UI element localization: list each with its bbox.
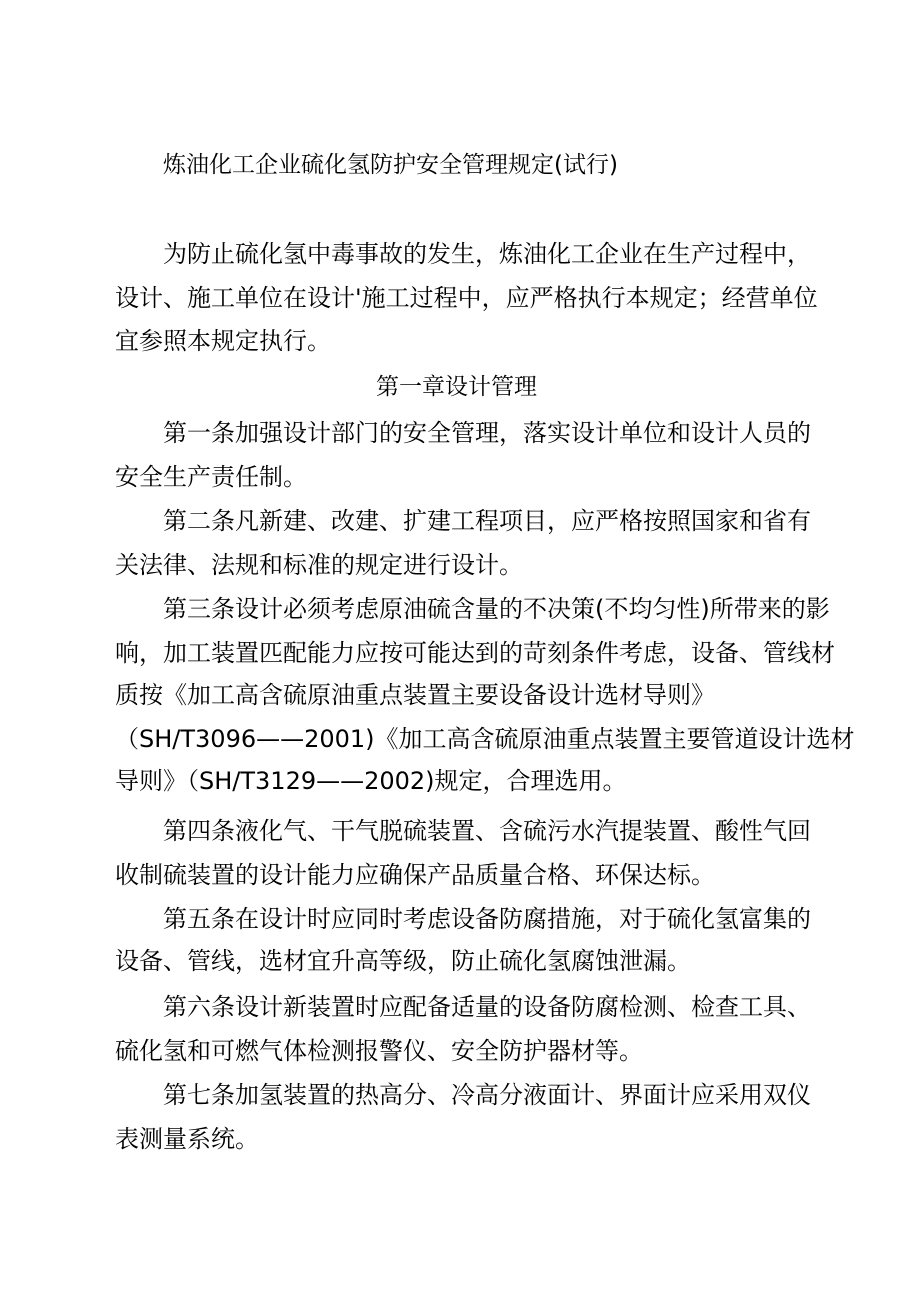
article-1-line-1: 第一条加强设计部门的安全管理，落实设计单位和设计人员的 [163,419,811,447]
article-6-line-2: 硫化氢和可燃气体检测报警仪、安全防护器材等。 [115,1037,643,1065]
article-3-line-4: （SH/T3096——2001)《加工高含硫原油重点装置主要管道设计选材 [115,725,855,753]
intro-line-2: 设计、施工单位在设计'施工过程中，应严格执行本规定；经营单位 [115,284,818,312]
article-4-line-2: 收制硫装置的设计能力应确保产品质量合格、环保达标。 [115,861,715,889]
article-5-line-1: 第五条在设计时应同时考虑设备防腐措施，对于硫化氢富集的 [163,905,811,933]
article-1-line-2: 安全生产责任制。 [115,463,307,491]
document-title: 炼油化工企业硫化氢防护安全管理规定(试行) [163,152,618,178]
article-6-line-1: 第六条设计新装置时应配备适量的设备防腐检测、检查工具、 [163,993,811,1021]
article-5-line-2: 设备、管线，选材宜升高等级，防止硫化氢腐蚀泄漏。 [115,947,691,975]
intro-line-3: 宜参照本规定执行。 [115,327,331,355]
article-3-line-2: 响，加工装置匹配能力应按可能达到的苛刻条件考虑，设备、管线材 [115,639,835,667]
article-2-line-2: 关法律、法规和标准的规定进行设计。 [115,551,523,579]
article-3-line-1: 第三条设计必须考虑原油硫含量的不决策(不均匀性)所带来的影 [163,595,830,623]
chapter-heading: 第一章设计管理 [376,374,537,400]
article-7-line-1: 第七条加氢装置的热高分、冷高分液面计、界面计应采用双仪 [163,1081,811,1109]
article-3-line-5: 导则》（SH/T3129——2002)规定，合理选用。 [115,767,627,795]
intro-line-1: 为防止硫化氢中毒事故的发生，炼油化工企业在生产过程中， [163,240,811,268]
article-4-line-1: 第四条液化气、干气脱硫装置、含硫污水汽提装置、酸性气回 [163,817,811,845]
article-2-line-1: 第二条凡新建、改建、扩建工程项目，应严格按照国家和省有 [163,507,811,535]
article-3-line-3: 质按《加工高含硫原油重点装置主要设备设计选材导则》 [115,681,715,709]
article-7-line-2: 表测量系统。 [115,1125,259,1153]
